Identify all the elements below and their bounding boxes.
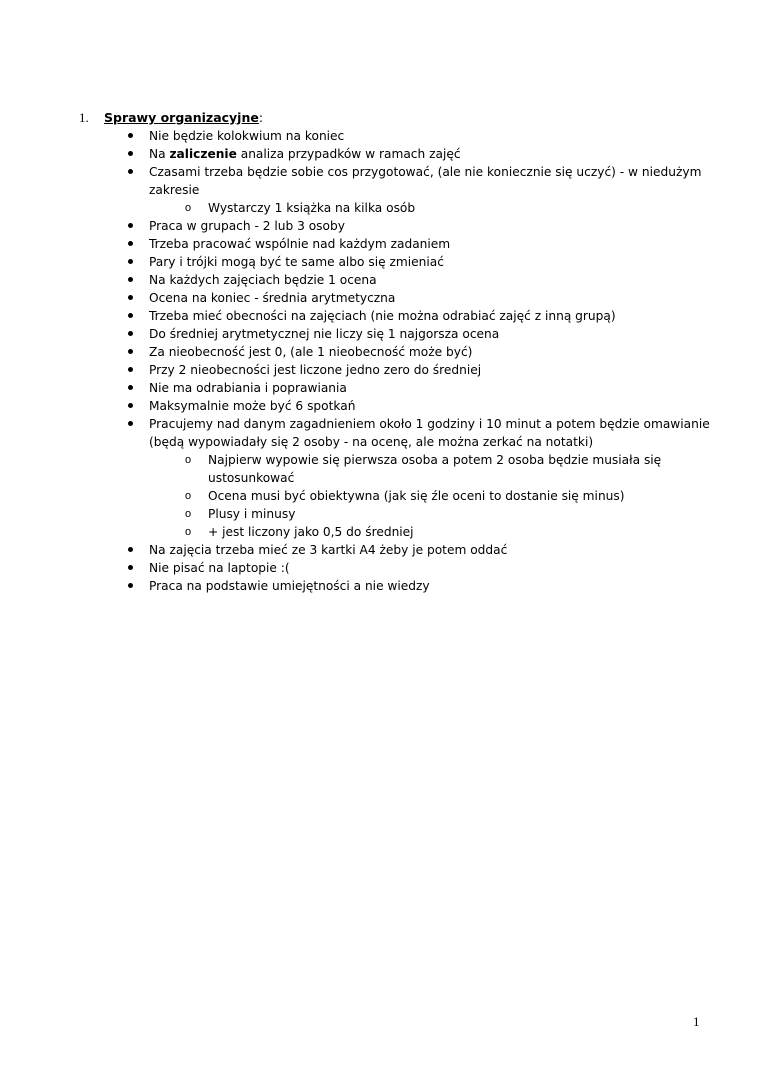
list-item: Pary i trójki mogą być te same albo się zmieniać (149, 255, 444, 269)
bullet-icon (128, 151, 133, 156)
list-item: Ocena na koniec - średnia arytmetyczna (149, 291, 396, 305)
list-item-continuation: zakresie (149, 183, 200, 197)
list-item: Praca na podstawie umiejętności a nie wiedzy (149, 579, 430, 593)
bullet-icon (128, 259, 133, 264)
sub-list-item: Najpierw wypowie się pierwsza osoba a potem 2 osoba będzie musiała się (208, 453, 662, 467)
list-item (149, 145, 461, 163)
list-item: Nie ma odrabiania i poprawiania (149, 381, 347, 395)
list-item: Trzeba pracować wspólnie nad każdym zadaniem (149, 237, 451, 251)
list-item: Nie pisać na laptopie :( (149, 561, 290, 575)
sub-bullet-icon: o (185, 490, 192, 502)
list-item: Praca w grupach - 2 lub 3 osoby (149, 219, 345, 233)
list-item: Trzeba mieć obecności na zajęciach (nie można odrabiać zajęć z inną grupą) (149, 309, 616, 323)
bullet-icon (128, 133, 133, 138)
list-item: Pracujemy nad danym zagadnieniem około 1 godziny i 10 minut a potem będzie omawianie (149, 417, 710, 431)
bullet-icon (128, 223, 133, 228)
list-item: Maksymalnie może być 6 spotkań (149, 399, 356, 413)
section-number: 1. (79, 110, 89, 125)
list-item: Do średniej arytmetycznej nie liczy się 1 najgorsza ocena (149, 327, 500, 341)
bullet-icon (128, 421, 133, 426)
section-heading-colon: : (258, 110, 264, 125)
bullet-icon (128, 277, 133, 282)
bullet-icon (128, 547, 133, 552)
sub-list-item: + jest liczony jako 0,5 do średniej (208, 525, 414, 539)
section-heading-text: Sprawy organizacyjne (104, 110, 259, 125)
list-item: Za nieobecność jest 0, (ale 1 nieobecność może być) (149, 345, 473, 359)
sub-bullet-icon: o (185, 202, 192, 214)
bullet-icon (128, 313, 133, 318)
list-item: Przy 2 nieobecności jest liczone jedno zero do średniej (149, 363, 482, 377)
bullet-icon (128, 385, 133, 390)
bullet-icon (128, 583, 133, 588)
list-item-bold-text: zaliczenie (169, 147, 237, 161)
page-number: 1 (693, 1014, 700, 1029)
list-item: Czasami trzeba będzie sobie cos przygotować, (ale nie koniecznie się uczyć) - w niedużym (149, 165, 702, 179)
list-item-text: Na (149, 147, 170, 161)
sub-bullet-icon: o (185, 526, 192, 538)
bullet-icon (128, 349, 133, 354)
sub-bullet-icon: o (185, 454, 192, 466)
list-item: Nie będzie kolokwium na koniec (149, 129, 345, 143)
list-item-text: analiza przypadków w ramach zajęć (236, 147, 461, 161)
sub-list-item: Plusy i minusy (208, 507, 296, 521)
sub-list-item: Ocena musi być obiektywna (jak się źle oceni to dostanie się minus) (208, 489, 625, 503)
bullet-icon (128, 367, 133, 372)
section-heading (104, 109, 263, 127)
list-item: Na każdych zajęciach będzie 1 ocena (149, 273, 377, 287)
bullet-icon (128, 403, 133, 408)
sub-bullet-icon: o (185, 508, 192, 520)
sub-list-item: Wystarczy 1 książka na kilka osób (208, 201, 416, 215)
list-item-continuation: (będą wypowiadały się 2 osoby - na ocenę, ale można zerkać na notatki) (149, 435, 594, 449)
bullet-icon (128, 331, 133, 336)
bullet-icon (128, 169, 133, 174)
bullet-icon (128, 295, 133, 300)
list-item: Na zajęcia trzeba mieć ze 3 kartki A4 żeby je potem oddać (149, 543, 508, 557)
bullet-icon (128, 565, 133, 570)
bullet-icon (128, 241, 133, 246)
sub-list-item-continuation: ustosunkować (208, 471, 295, 485)
